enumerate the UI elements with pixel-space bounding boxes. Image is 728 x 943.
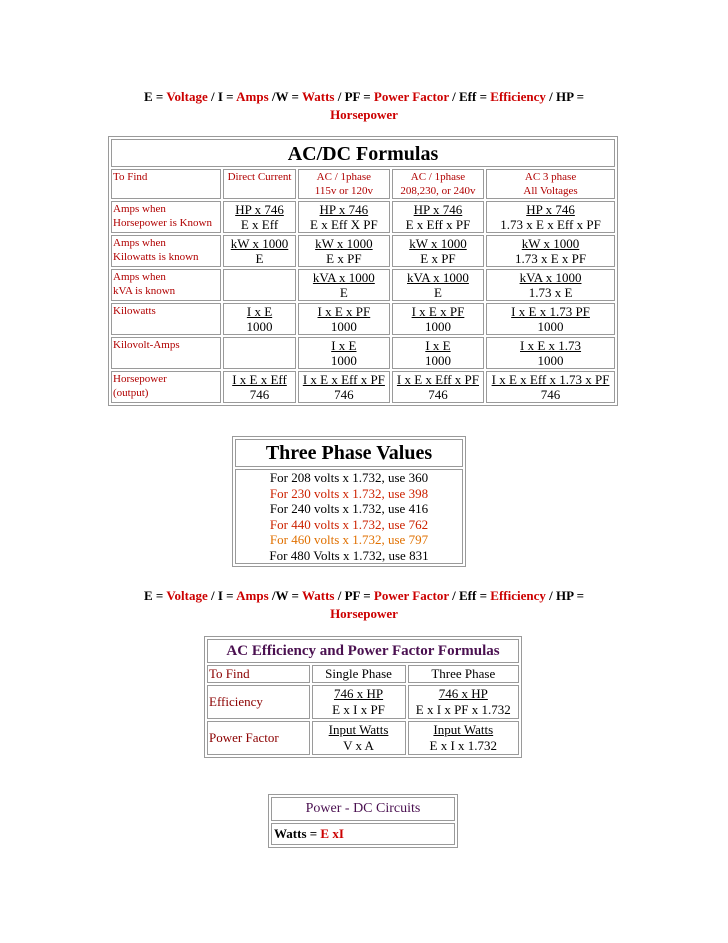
efficiency-title: AC Efficiency and Power Factor Formulas	[207, 639, 519, 663]
legend-watts: Watts	[301, 89, 335, 104]
acdc-row-label: Amps when Kilowatts is known	[111, 235, 221, 267]
formula-ac1b: I x E 1000	[392, 337, 484, 369]
three-phase-value: For 240 volts x 1.732, use 416	[269, 501, 429, 516]
formula-ac1: kW x 1000 E x PF	[298, 235, 390, 267]
eff-row-power-factor: Power Factor	[207, 721, 310, 755]
eff-header-single-phase: Single Phase	[312, 665, 406, 683]
acdc-row-label: Amps when Horsepower is Known	[111, 201, 221, 233]
legend-power-factor: Power Factor	[373, 89, 449, 104]
header-ac-1phase-240: AC / 1phase 208,230, or 240v	[392, 169, 484, 199]
formula-dc: I x E 1000	[223, 303, 296, 335]
formula-dc	[223, 269, 296, 301]
acdc-row	[111, 269, 615, 301]
legend-e: E	[143, 89, 153, 104]
acdc-row-label: Amps when kVA is known	[111, 269, 221, 301]
three-phase-value: For 460 volts x 1.732, use 797	[269, 532, 429, 547]
formula-ac3: I x E x Eff x 1.73 x PF 746	[486, 371, 615, 403]
acdc-row	[111, 337, 615, 369]
pf-three-formula: Input Watts E x I x 1.732	[408, 721, 519, 755]
formula-ac1: HP x 746 E x Eff X PF	[298, 201, 390, 233]
acdc-title: AC/DC Formulas	[111, 139, 615, 167]
acdc-row	[111, 371, 615, 403]
acdc-row	[111, 235, 615, 267]
dc-formula: Watts = E xI	[271, 823, 455, 845]
abbreviation-legend-top: E = Voltage / I = Amps /W = Watts / PF = Power Factor / Eff = Efficiency / HP = Horsepower	[143, 89, 585, 122]
abbreviation-legend-bottom: E = Voltage / I = Amps /W = Watts / PF = Power Factor / Eff = Efficiency / HP = Horsepower	[143, 588, 585, 621]
formula-ac1: I x E x Eff x PF 746	[298, 371, 390, 403]
acdc-row	[111, 303, 615, 335]
acdc-row-label: Kilowatts	[111, 303, 221, 335]
eff-three-formula: 746 x HP E x I x PF x 1.732	[408, 685, 519, 719]
formula-dc: I x E x Eff 746	[223, 371, 296, 403]
formula-ac1: I x E x PF 1000	[298, 303, 390, 335]
formula-ac3: kW x 1000 1.73 x E x PF	[486, 235, 615, 267]
dc-power-table	[268, 794, 458, 848]
formula-dc	[223, 337, 296, 369]
acdc-row-label: Kilovolt-Amps	[111, 337, 221, 369]
three-phase-values-table	[232, 436, 466, 567]
eff-header-three-phase: Three Phase	[408, 665, 519, 683]
formula-dc: kW x 1000 E	[223, 235, 296, 267]
formula-ac1b: kVA x 1000 E	[392, 269, 484, 301]
legend-horsepower: Horsepower	[330, 107, 398, 122]
efficiency-pf-table	[204, 636, 522, 758]
eff-row-efficiency: Efficiency	[207, 685, 310, 719]
three-phase-values	[235, 469, 463, 564]
header-ac-1phase-120: AC / 1phase 115v or 120v	[298, 169, 390, 199]
formula-ac1b: I x E x Eff x PF 746	[392, 371, 484, 403]
three-phase-title: Three Phase Values	[235, 439, 463, 467]
acdc-row	[111, 201, 615, 233]
three-phase-value: For 208 volts x 1.732, use 360	[269, 470, 429, 485]
three-phase-value: For 480 Volts x 1.732, use 831	[269, 547, 429, 563]
formula-ac1b: kW x 1000 E x PF	[392, 235, 484, 267]
three-phase-value: For 230 volts x 1.732, use 398	[269, 485, 429, 501]
pf-single-formula: Input Watts V x A	[312, 721, 406, 755]
header-ac-3phase: AC 3 phase All Voltages	[486, 169, 615, 199]
header-direct-current: Direct Current	[223, 169, 296, 199]
formula-ac1b: HP x 746 E x Eff x PF	[392, 201, 484, 233]
eff-header-to-find: To Find	[207, 665, 310, 683]
eff-single-formula: 746 x HP E x I x PF	[312, 685, 406, 719]
legend-efficiency: Efficiency	[490, 89, 546, 104]
acdc-row-label: Horsepower (output)	[111, 371, 221, 403]
legend-voltage: Voltage	[166, 89, 208, 104]
acdc-header-row	[111, 169, 615, 199]
formula-ac1: kVA x 1000 E	[298, 269, 390, 301]
dc-title: Power - DC Circuits	[271, 797, 455, 821]
formula-ac3: HP x 746 1.73 x E x Eff x PF	[486, 201, 615, 233]
formula-dc: HP x 746 E x Eff	[223, 201, 296, 233]
formula-ac1: I x E 1000	[298, 337, 390, 369]
formula-ac3: I x E x 1.73 1000	[486, 337, 615, 369]
header-to-find: To Find	[111, 169, 221, 199]
formula-ac3: I x E x 1.73 PF 1000	[486, 303, 615, 335]
acdc-formulas-table	[108, 136, 618, 406]
formula-ac3: kVA x 1000 1.73 x E	[486, 269, 615, 301]
three-phase-value: For 440 volts x 1.732, use 762	[269, 516, 429, 532]
formula-ac1b: I x E x PF 1000	[392, 303, 484, 335]
legend-amps: Amps	[236, 89, 269, 104]
